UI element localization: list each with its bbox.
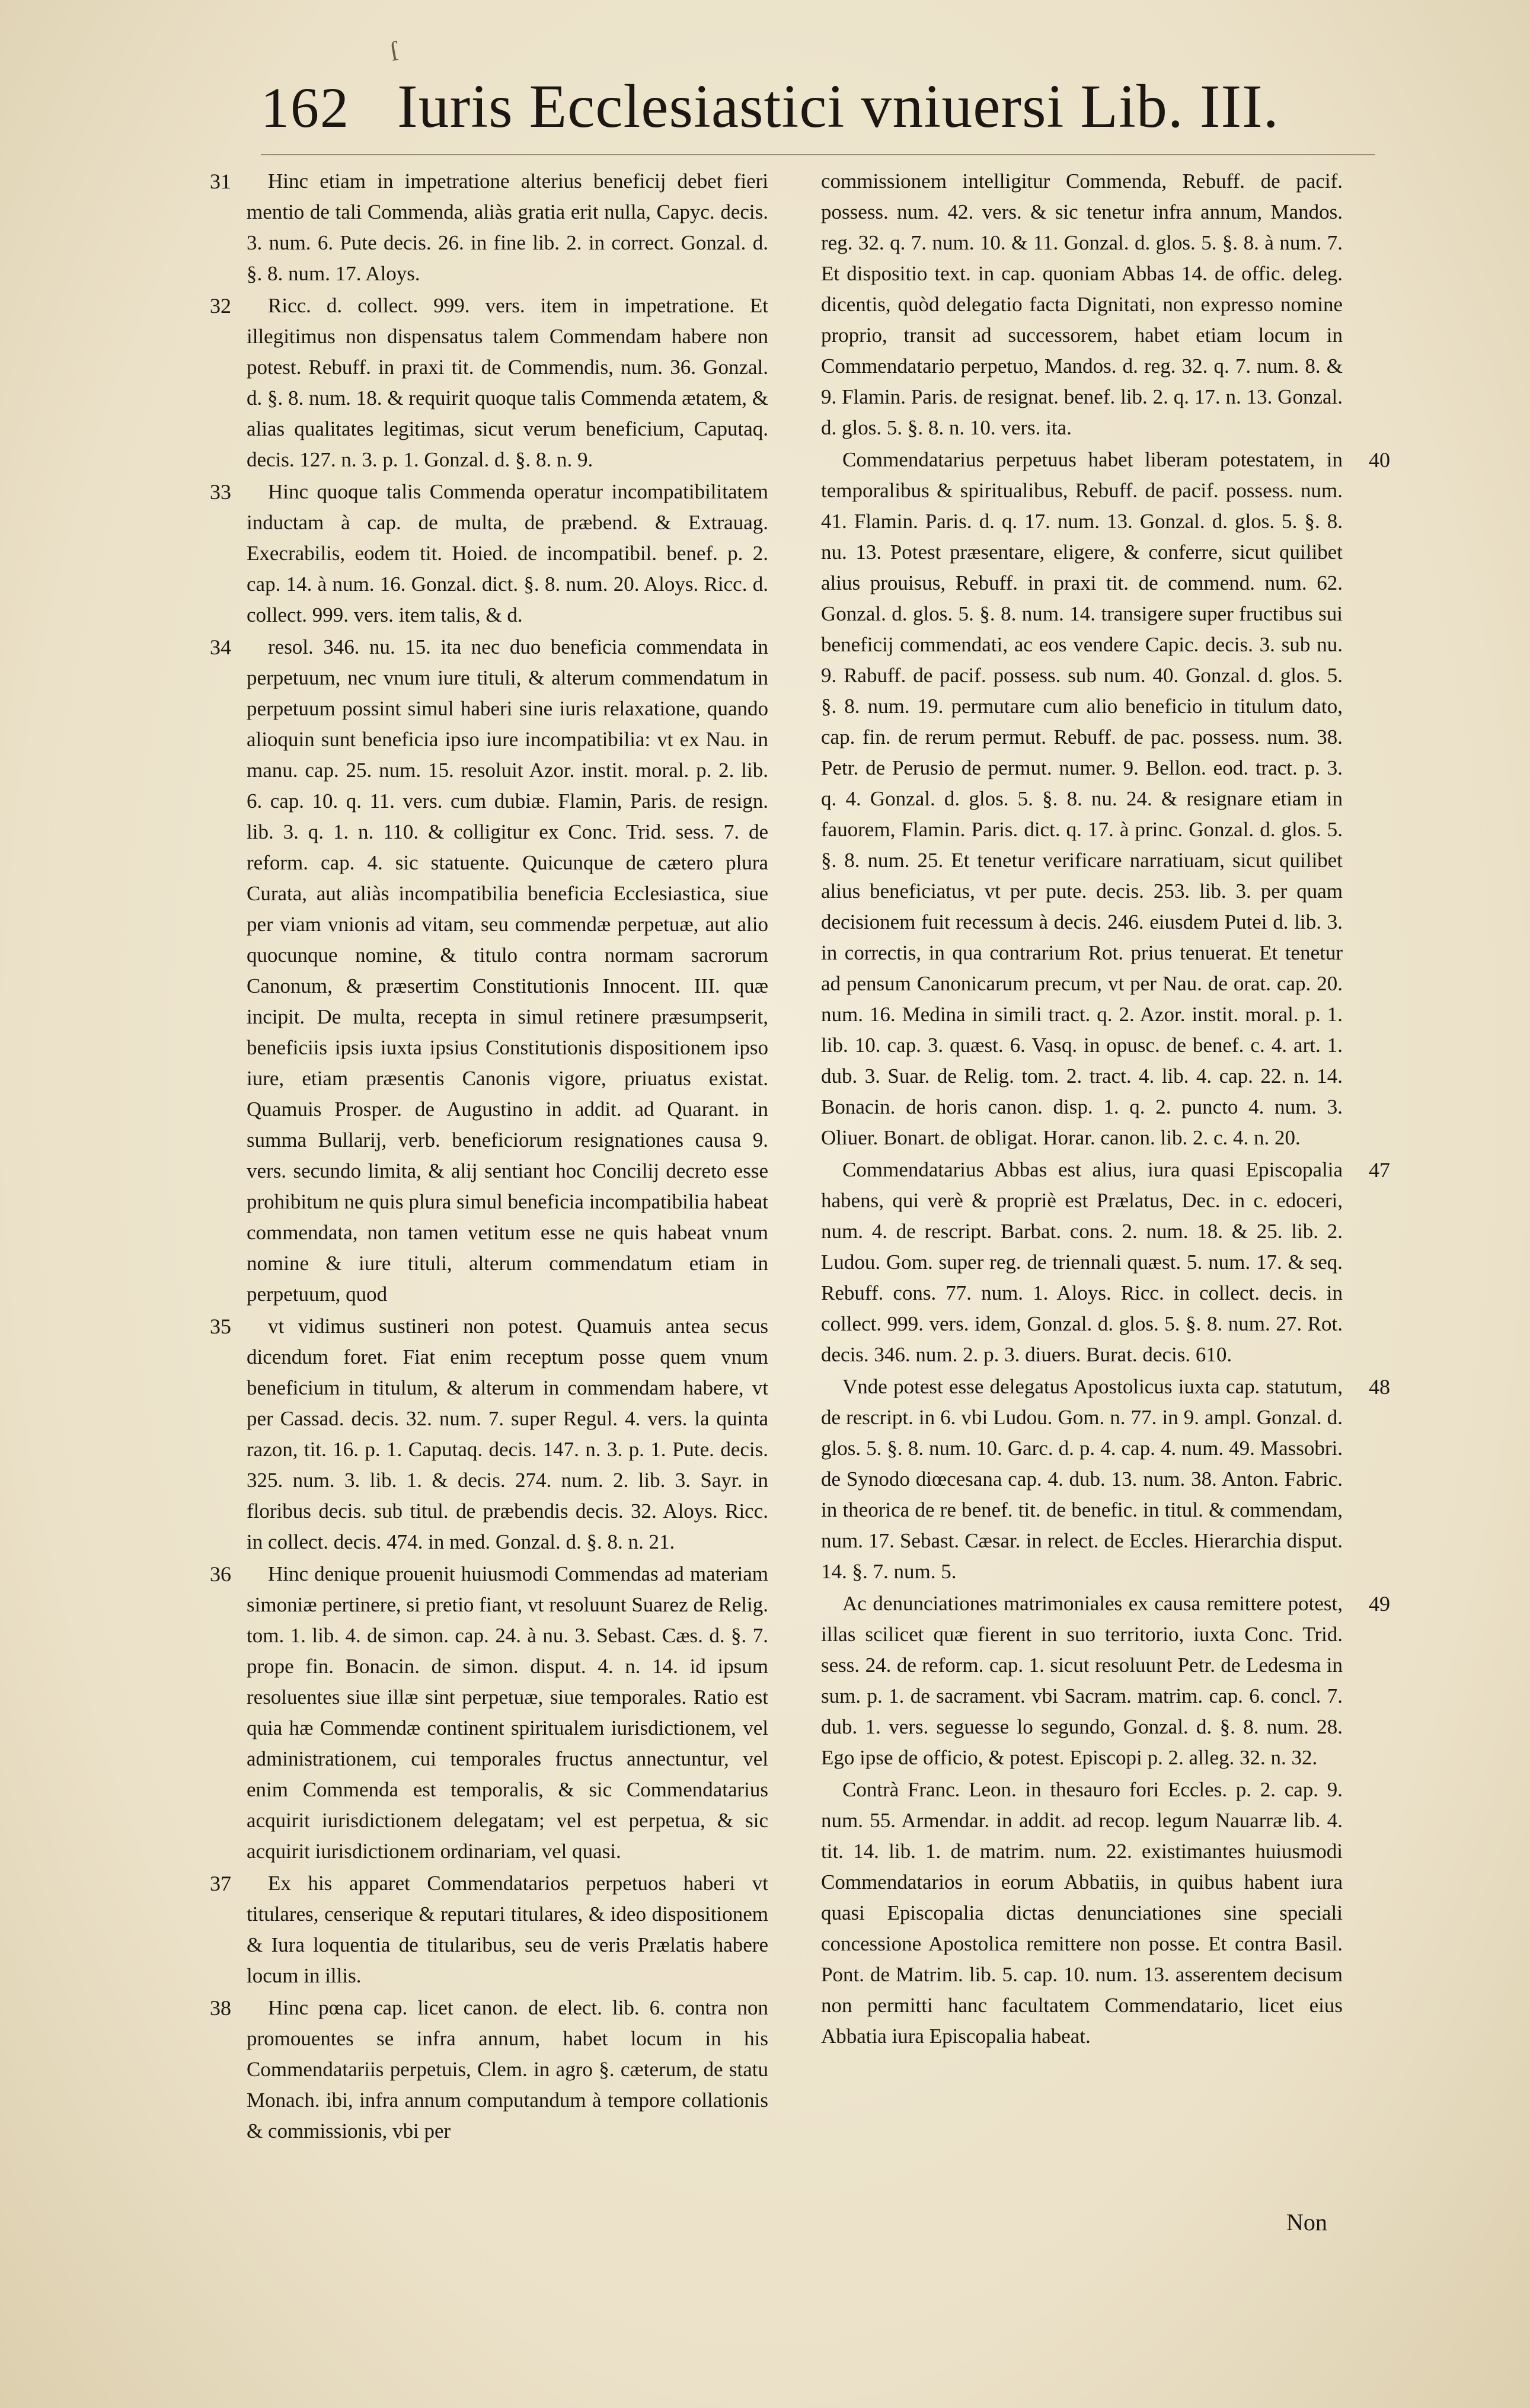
paragraph [210,1559,768,1867]
paragraph-text: Vnde potest esse delegatus Apostolicus iuxta cap. statutum, de rescript. in 6. vbi Ludou. Gom. n. 77. in 9. ampl. Gonzal. d. glos. 5. §. 8. num. 10. Garc. d. p. 4. cap. 4. num. 49. Massobri. de Synodo diœcesana cap. 4. dub. 13. num. 38. Anton. Fabric. in theorica de re benef. tit. de benefic. in titul. & commendam, num. 17. Sebast. Cæsar. in relect. de Eccles. Hierarchia disput. 14. §. 7. num. 5. [821,1375,1343,1583]
paragraph-text: vt vidimus sustineri non potest. Quamuis antea secus dicendum foret. Fiat enim receptum posse quem vnum beneficium in titulum, & alterum in commendam habere, vt per Cassad. decis. 32. num. 7. super Regul. 4. vers. la quinta razon, tit. 16. p. 1. Caputaq. decis. 147. n. 3. p. 1. Pute. decis. 325. num. 3. lib. 1. & decis. 274. num. 2. lib. 3. Sayr. in floribus decis. sub titul. de præbendis decis. 32. Aloys. Ricc. in collect. decis. 474. in med. Gonzal. d. §. 8. n. 21. [247,1315,768,1553]
paragraph-number: 40 [1369,448,1390,472]
paragraph-text: commissionem intelligitur Commenda, Rebuff. de pacif. possess. num. 42. vers. & sic tenetur infra annum, Mandos. reg. 32. q. 7. num. 10. & 11. Gonzal. d. glos. 5. §. 8. à num. 7. Et dispositio text. in cap. quoniam Abbas 14. de offic. deleg. dicentis, quòd delegatio facta Dignitati, non expresso nomine proprio, transit ad successorem, habet etiam locum in Commendatario perpetuo, Mandos. d. reg. 32. q. 7. num. 8. & 9. Flamin. Paris. de resignat. benef. lib. 2. q. 17. n. 13. Gonzal. d. glos. 5. §. 8. n. 10. vers. ita. [821,170,1343,439]
paragraph [210,477,768,631]
paragraph [210,1311,768,1558]
paragraph-number: 33 [210,480,231,504]
paragraph-text: Ricc. d. collect. 999. vers. item in impetratione. Et illegitimus non dispensatus talem Commendam habere non potest. Rebuff. in praxi tit. de Commendis, num. 36. Gonzal. d. §. 8. num. 18. & requirit quoque talis Commenda ætatem, & alias qualitates legitimas, sicut verum beneficium, Caputaq. decis. 127. n. 3. p. 1. Gonzal. d. §. 8. n. 9. [247,294,768,471]
paragraph-text: Hinc denique prouenit huiusmodi Commendas ad materiam simoniæ pertinere, si pretio fiant, vt resoluunt Suarez de Relig. tom. 1. lib. 4. de simon. cap. 24. à nu. 3. Sebast. Cæs. d. §. 7. prope fin. Bonacin. de simon. disput. 4. n. 14. id ipsum resoluentes siue illæ sint perpetuæ, siue temporales. Ratio est quia hæ Commendæ continent spiritualem iurisdictionem, vel administrationem, cui temporales fructus annectuntur, vel enim Commenda est temporalis, & sic Commendatarius acquirit iurisdictionem delegatam; vel est perpetua, & sic acquirit iurisdictionem ordinariam, vel quasi. [247,1562,768,1863]
paragraph [210,1993,768,2147]
paragraph-number: 31 [210,170,231,193]
paragraph [210,1868,768,1991]
paragraph-text: Ex his apparet Commendatarios perpetuos haberi vt titulares, censerique & reputari titulares, & ideo dispositionem & Iura loquentia de titularibus, seu de veris Prælatis habere locum in illis. [247,1872,768,1987]
paragraph-number: 38 [210,1996,231,2020]
running-title: Iuris Ecclesiastici vniuersi Lib. III. [397,72,1279,140]
paragraph-number: 36 [210,1562,231,1586]
paragraph-number: 48 [1369,1375,1390,1399]
catchword: Non [1286,2209,1327,2236]
paragraph [210,166,768,289]
ornament-mark: ſ [387,36,401,67]
paragraph-text: Hinc quoque talis Commenda operatur incompatibilitatem inductam à cap. de multa, de præbend. & Extrauag. Execrabilis, eodem tit. Hoied. de incompatibil. benef. p. 2. cap. 14. à num. 16. Gonzal. dict. §. 8. num. 20. Aloys. Ricc. d. collect. 999. vers. item talis, & d. [247,480,768,626]
paragraph-number: 47 [1369,1158,1390,1182]
paragraph-text: Commendatarius Abbas est alius, iura quasi Episcopalia habens, qui verè & propriè est Prælatus, Dec. in c. edoceri, num. 4. de rescript. Barbat. cons. 2. num. 18. & 25. lib. 2. Ludou. Gom. super reg. de triennali quæst. 5. num. 17. & seq. Rebuff. cons. 77. num. 1. Aloys. Ricc. in collect. decis. in collect. 999. vers. idem, Gonzal. d. glos. 5. §. 8. num. 27. Rot. decis. 346. num. 2. p. 3. diuers. Burat. decis. 610. [821,1158,1343,1366]
paragraph [821,1588,1390,1773]
paragraph-number: 34 [210,635,231,659]
paragraph-text: resol. 346. nu. 15. ita nec duo beneficia commendata in perpetuum, nec vnum iure tituli, & alterum commendatum in perpetuum possint simul haberi sine iuris relaxatione, quando alioquin sunt beneficia ipso iure incompatibilia: vt ex Nau. in manu. cap. 25. num. 15. resoluit Azor. instit. moral. p. 2. lib. 6. cap. 10. q. 11. vers. cum dubiæ. Flamin, Paris. de resign. lib. 3. q. 1. n. 110. & colligitur ex Conc. Trid. sess. 7. de reform. cap. 4. sic statuente. Quicunque de cætero plura Curata, aut aliàs incompatibilia beneficia Ecclesiastica, siue per viam vnionis ad vitam, seu commendæ perpetuæ, aut alio quocunque nomine, & titulo contra normam sacrorum Canonum, & præsertim Constitutionis Innocent. III. quæ incipit. De multa, recepta in simul retinere præsumpserit, beneficiis ipsis iuxta ipsius Constitutionis dispositionem ipso iure, etiam præsentis Canonis vigore, priuatus existat. Quamuis Prosper. de Augustino in addit. ad Quarant. in summa Bullarij, verb. beneficiorum resignationes causa 9. vers. secundo limita, & alij sentiant hoc Concilij decreto esse prohibitum ne quis plura simul beneficia incompatibilia habeat commendata, non tamen vetitum esse ne quis habeat vnum nomine & iure tituli, alterum commendatum etiam in perpetuum, quod [247,635,768,1306]
paragraph-text: Contrà Franc. Leon. in thesauro fori Eccles. p. 2. cap. 9. num. 55. Armendar. in addit. ad recop. legum Nauarræ lib. 4. tit. 14. lib. 1. de matrim. num. 22. existimantes huiusmodi Commendatarios in eorum Abbatiis, in quibus habent iura quasi Episcopalia dictas denunciationes sine speciali concessione Apostolica remittere non posse. Et contra Basil. Pont. de Matrim. lib. 5. cap. 10. num. 13. asserentem decisum non permitti hanc facultatem Commendatario, licet eius Abbatia iura Episcopalia habeat. [821,1778,1343,2048]
paragraph-number: 32 [210,294,231,318]
paragraph-number: 35 [210,1315,231,1338]
left-column [210,166,768,2252]
right-column [821,166,1390,2252]
paragraph-text: Ac denunciationes matrimoniales ex causa remittere potest, illas scilicet quæ fierent in suo territorio, iuxta Conc. Trid. sess. 24. de reform. cap. 1. sicut resoluunt Petr. de Ledesma in sum. p. 1. de sacrament. vbi Sacram. matrim. cap. 6. concl. 7. dub. 1. vers. seguesse lo segundo, Gonzal. d. §. 8. num. 28. Ego ipse de officio, & potest. Episcopi p. 2. alleg. 32. n. 32. [821,1592,1343,1769]
paragraph [821,1774,1343,2052]
paragraph [210,290,768,475]
paragraph [821,166,1343,443]
paragraph-text: Hinc pœna cap. licet canon. de elect. lib. 6. contra non promouentes se infra annum, habet locum in his Commendatariis perpetuis, Clem. in agro §. cæterum, de statu Monach. ibi, infra annum computandum à tempore collationis & commissionis, vbi per [247,1996,768,2142]
running-header [261,71,1375,155]
paragraph [210,632,768,1310]
paragraph [821,1155,1390,1370]
paragraph [821,1371,1390,1587]
page-number: 162 [261,76,350,139]
paragraph-number: 37 [210,1872,231,1895]
paragraph-text: Hinc etiam in impetratione alterius beneficij debet fieri mentio de tali Commenda, aliàs gratia erit nulla, Capyc. decis. 3. num. 6. Pute decis. 26. in fine lib. 2. in correct. Gonzal. d. §. 8. num. 17. Aloys. [247,170,768,285]
paragraph-text: Commendatarius perpetuus habet liberam potestatem, in temporalibus & spiritualibus, Rebuff. de pacif. possess. num. 41. Flamin. Paris. d. q. 17. num. 13. Gonzal. d. glos. 5. §. 8. nu. 13. Potest præsentare, eligere, & conferre, sicut quilibet alius prouisus, Rebuff. in praxi tit. de commend. num. 62. Gonzal. d. glos. 5. §. 8. num. 14. transigere super fructibus sui beneficij commendati, ac eos vendere Capic. decis. 3. sub nu. 9. Rabuff. de pacif. possess. sub num. 40. Gonzal. d. glos. 5. §. 8. num. 19. permutare cum alio beneficio in titulum dato, cap. fin. de rerum permut. Rebuff. de pac. possess. num. 38. Petr. de Perusio de permut. numer. 9. Bellon. eod. tract. p. 3. q. 4. Gonzal. d. glos. 5. §. 8. nu. 24. & resignare etiam in fauorem, Flamin. Paris. dict. q. 17. à princ. Gonzal. d. glos. 5. §. 8. num. 25. Et tenetur verificare narratiuam, sicut quilibet alius beneficiatus, vt per pute. decis. 253. lib. 3. per quam decisionem fuit recessum à decis. 246. eiusdem Putei d. lib. 3. in correctis, in qua contrarium Rot. prius tenuerat. Et tenetur ad pensum Canonicarum precum, vt per Nau. de orat. cap. 20. num. 16. Medina in simili tract. q. 2. Azor. instit. moral. p. 1. lib. 10. cap. 3. quæst. 6. Vasq. in opusc. de benef. c. 4. art. 1. dub. 3. Suar. de Relig. tom. 2. tract. 4. lib. 4. cap. 22. n. 14. Bonacin. de horis canon. disp. 1. q. 2. puncto 4. num. 3. Oliuer. Bonart. de obligat. Horar. canon. lib. 2. c. 4. n. 20. [821,448,1343,1149]
paragraph-number: 49 [1369,1592,1390,1616]
paragraph [821,444,1390,1153]
